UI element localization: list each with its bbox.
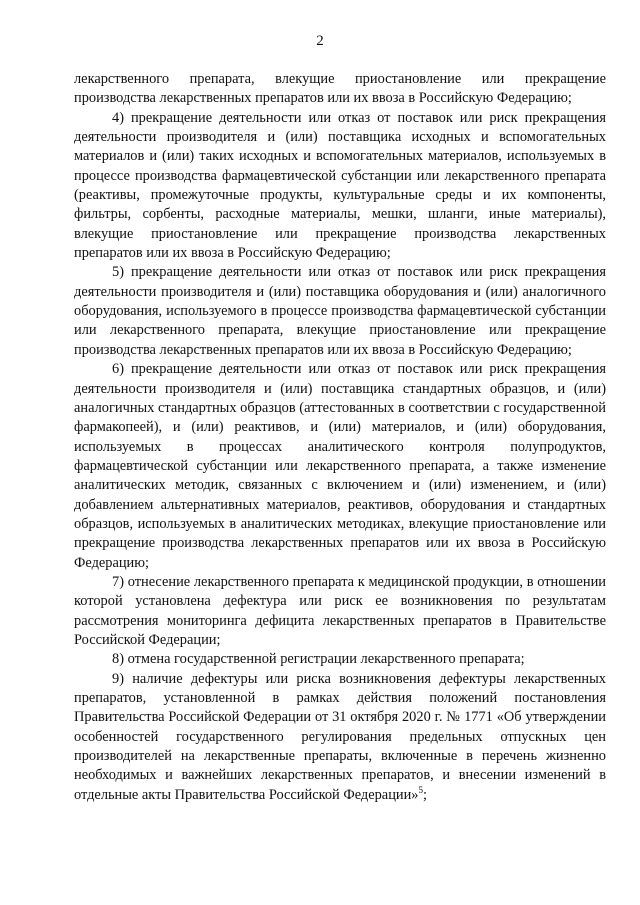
paragraph-item-9 [74,670,606,805]
footnote-reference[interactable]: 5 [418,784,423,795]
paragraph-item-5: 5) прекращение деятельности или отказ от поставок или риск прекращения деятельности производителя и (или) поставщика оборудования и (или) аналогичного оборудования, используемого в процессе производства фармацевтической субстанции или лекарственного препарата, влекущие приостановление или прекращение производства лекарственных препаратов или их ввоза в Российскую Федерацию; [74,264,606,358]
paragraph-item-9-text: 9) наличие дефектуры или риска возникновения дефектуры лекарственных препаратов, установленной в рамках действия положений постановления Правительства Российской Федерации от 31 октября 2020 г. № 1771 «Об утверждении особенностей государственного регулирования предельных отпускных цен производителей на лекарственные препараты, включенные в перечень жизненно необходимых и важнейших лекарственных препаратов, и внесении изменений в отдельные акты Правительства Российской Федерации» [74,670,606,803]
paragraph-item-8: 8) отмена государственной регистрации лекарственного препарата; [112,651,525,668]
body-text [74,70,606,805]
paragraph-item-6: 6) прекращение деятельности или отказ от поставок или риск прекращения деятельности производителя и (или) поставщика стандартных образцов, и (или) аналогичных стандартных образцов (аттестованных в соответствии с государственной фармакопеей), и (или) реактивов, и (или) материалов, и (или) оборудования, используемых в процессах аналитического контроля полупродуктов, фармацевтической субстанции или лекарственного препарата, а также изменение аналитических методик, связанных с включением и (или) изменением, и (или) добавлением альтернативных материалов, реактивов, оборудования и стандартных образцов, используемых в аналитических методиках, влекущие приостановление или прекращение производства лекарственных препаратов или их ввоза в Российскую Федерацию; [74,361,606,571]
paragraph-end-punctuation: ; [423,786,427,803]
page-number: 2 [316,33,324,49]
paragraph-item-4: 4) прекращение деятельности или отказ от поставок или риск прекращения деятельности производителя и (или) поставщика исходных и вспомогательных материалов и (или) таких исходных и вспомогательных материалов, используемых в процессе производства фармацевтической субстанции или лекарственного препарата (реактивы, промежуточные продукты, культуральные среды и их компоненты, фильтры, сорбенты, расходные материалы, мешки, шланги, иные материалы), влекущие приостановление или прекращение производства лекарственных препаратов или их ввоза в Российскую Федерацию; [74,109,606,262]
paragraph-item-7: 7) отнесение лекарственного препарата к медицинской продукции, в отношении которой установлена дефектура или риск ее возникновения по результатам рассмотрения мониторинга дефицита лекарственных препаратов в Правительстве Российской Федерации; [74,573,606,648]
paragraph-continuation: лекарственного препарата, влекущие приостановление или прекращение производства лекарственных препаратов или их ввоза в Российскую Федерацию; [74,71,606,107]
